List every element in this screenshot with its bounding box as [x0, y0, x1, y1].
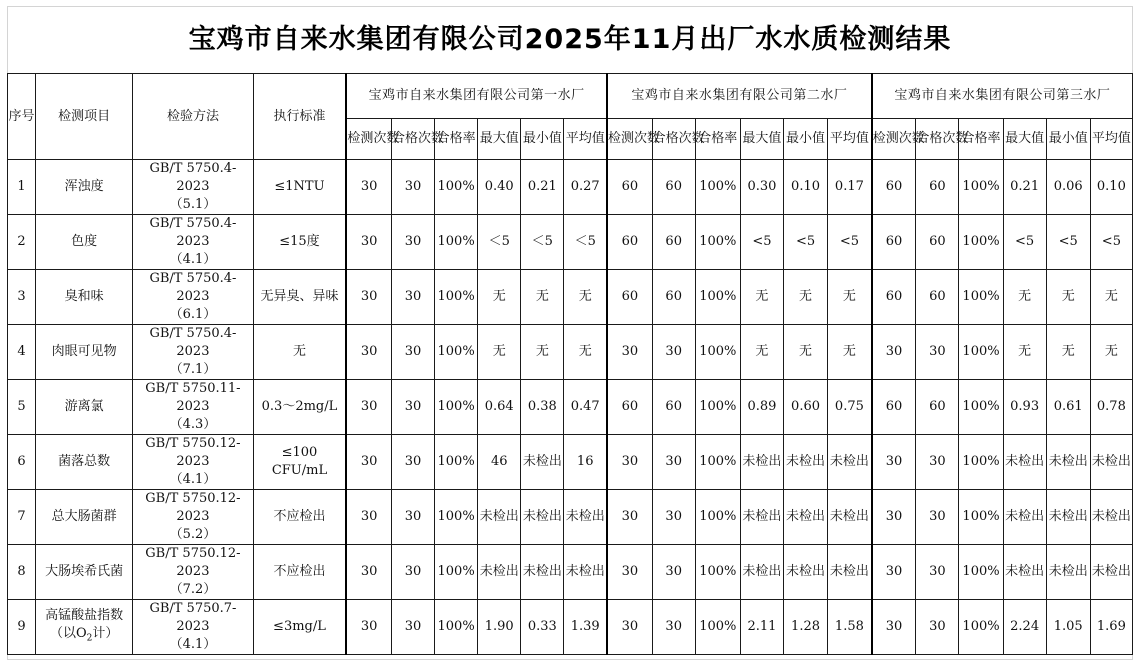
cell-factory-1-min: 0.21 [521, 160, 564, 215]
row-method-code: GB/T 5750.11-2023 [145, 381, 241, 414]
subheader-max-factory-2: 最大值 [740, 119, 783, 160]
subheader-count-factory-3: 检测次数 [872, 119, 916, 160]
cell-factory-1-count: 30 [346, 600, 391, 655]
subheader-count-factory-2: 检测次数 [607, 119, 652, 160]
cell-factory-2-pass-count: 60 [652, 380, 695, 435]
cell-factory-2-min: 无 [783, 270, 827, 325]
cell-factory-2-avg: 1.58 [828, 600, 872, 655]
table-row [8, 435, 1133, 490]
row-item: 游离氯 [36, 380, 133, 435]
subheader-pass-rate-factory-3: 合格率 [959, 119, 1003, 160]
cell-factory-1-pass-rate: 100% [435, 270, 478, 325]
cell-factory-3-pass-rate: 100% [959, 270, 1003, 325]
row-method [133, 380, 253, 435]
row-standard: 不应检出 [253, 490, 346, 545]
row-item: 色度 [36, 215, 133, 270]
subheader-avg-factory-3: 平均值 [1090, 119, 1132, 160]
cell-factory-2-max: <5 [740, 215, 783, 270]
cell-factory-1-count: 30 [346, 270, 391, 325]
row-seq: 9 [8, 600, 36, 655]
cell-factory-3-count: 30 [872, 435, 916, 490]
header-item: 检测项目 [36, 74, 133, 160]
row-standard: ≤3mg/L [253, 600, 346, 655]
row-method [133, 490, 253, 545]
cell-factory-3-max: 未检出 [1003, 490, 1046, 545]
table-row [8, 380, 1133, 435]
row-standard: 无 [253, 325, 346, 380]
cell-factory-2-avg: 未检出 [828, 490, 872, 545]
cell-factory-2-count: 60 [607, 270, 652, 325]
cell-factory-1-count: 30 [346, 325, 391, 380]
cell-factory-1-avg: ＜5 [564, 215, 607, 270]
cell-factory-3-pass-count: 30 [916, 600, 959, 655]
row-method-code: GB/T 5750.4-2023 [149, 161, 237, 194]
row-method-code: GB/T 5750.7-2023 [149, 601, 237, 634]
cell-factory-3-max: 0.93 [1003, 380, 1046, 435]
cell-factory-1-pass-rate: 100% [435, 325, 478, 380]
cell-factory-3-pass-rate: 100% [959, 490, 1003, 545]
cell-factory-2-min: 未检出 [783, 490, 827, 545]
subheader-max-factory-1: 最大值 [478, 119, 521, 160]
row-item-line2-prefix: （以O [49, 625, 87, 641]
cell-factory-3-max: 2.24 [1003, 600, 1046, 655]
cell-factory-3-avg: 0.10 [1090, 160, 1132, 215]
cell-factory-2-count: 60 [607, 380, 652, 435]
cell-factory-1-pass-count: 30 [391, 325, 434, 380]
cell-factory-3-pass-count: 60 [916, 380, 959, 435]
cell-factory-1-pass-count: 30 [391, 270, 434, 325]
cell-factory-1-max: 46 [478, 435, 521, 490]
cell-factory-1-max: ＜5 [478, 215, 521, 270]
cell-factory-1-min: 0.38 [521, 380, 564, 435]
cell-factory-2-pass-rate: 100% [695, 160, 740, 215]
cell-factory-1-max: 无 [478, 325, 521, 380]
cell-factory-3-pass-rate: 100% [959, 215, 1003, 270]
cell-factory-3-max: 未检出 [1003, 545, 1046, 600]
cell-factory-1-min: 0.33 [521, 600, 564, 655]
cell-factory-2-avg: 无 [828, 325, 872, 380]
cell-factory-1-pass-count: 30 [391, 600, 434, 655]
cell-factory-3-count: 30 [872, 325, 916, 380]
cell-factory-3-count: 60 [872, 215, 916, 270]
cell-factory-2-max: 0.30 [740, 160, 783, 215]
cell-factory-1-pass-count: 30 [391, 380, 434, 435]
subheader-avg-factory-1: 平均值 [564, 119, 607, 160]
cell-factory-3-count: 30 [872, 545, 916, 600]
subheader-min-factory-1: 最小值 [521, 119, 564, 160]
cell-factory-1-pass-rate: 100% [435, 160, 478, 215]
cell-factory-2-pass-rate: 100% [695, 600, 740, 655]
cell-factory-3-avg: 0.78 [1090, 380, 1132, 435]
cell-factory-2-pass-count: 30 [652, 435, 695, 490]
row-method-code: GB/T 5750.4-2023 [149, 271, 237, 304]
row-item: 臭和味 [36, 270, 133, 325]
cell-factory-1-count: 30 [346, 435, 391, 490]
subheader-count-factory-1: 检测次数 [346, 119, 391, 160]
cell-factory-1-pass-rate: 100% [435, 490, 478, 545]
row-seq: 2 [8, 215, 36, 270]
cell-factory-3-pass-count: 60 [916, 215, 959, 270]
row-method-clause: （4.3） [169, 417, 217, 432]
table-row [8, 160, 1133, 215]
row-method [133, 270, 253, 325]
header-factory-3: 宝鸡市自来水集团有限公司第三水厂 [872, 74, 1133, 119]
cell-factory-3-min: 未检出 [1046, 435, 1090, 490]
cell-factory-2-pass-count: 60 [652, 160, 695, 215]
cell-factory-1-max: 0.40 [478, 160, 521, 215]
header-seq: 序号 [8, 74, 36, 160]
cell-factory-2-avg: <5 [828, 215, 872, 270]
cell-factory-3-avg: 无 [1090, 270, 1132, 325]
cell-factory-3-max: 0.21 [1003, 160, 1046, 215]
results-table [7, 73, 1133, 655]
row-standard: 不应检出 [253, 545, 346, 600]
cell-factory-3-count: 30 [872, 490, 916, 545]
row-method-clause: （6.1） [169, 307, 217, 322]
cell-factory-1-count: 30 [346, 380, 391, 435]
cell-factory-2-pass-rate: 100% [695, 545, 740, 600]
cell-factory-2-pass-rate: 100% [695, 490, 740, 545]
cell-factory-2-avg: 无 [828, 270, 872, 325]
header-row-1 [8, 74, 1133, 119]
row-method-code: GB/T 5750.12-2023 [145, 546, 241, 579]
cell-factory-2-max: 无 [740, 325, 783, 380]
cell-factory-2-avg: 未检出 [828, 545, 872, 600]
cell-factory-1-pass-rate: 100% [435, 215, 478, 270]
cell-factory-2-pass-rate: 100% [695, 435, 740, 490]
header-factory-2: 宝鸡市自来水集团有限公司第二水厂 [607, 74, 872, 119]
cell-factory-1-min: 无 [521, 325, 564, 380]
cell-factory-2-max: 未检出 [740, 435, 783, 490]
row-method-clause: （7.1） [169, 362, 217, 377]
cell-factory-2-max: 2.11 [740, 600, 783, 655]
cell-factory-3-count: 30 [872, 600, 916, 655]
cell-factory-2-count: 60 [607, 215, 652, 270]
row-method [133, 545, 253, 600]
cell-factory-2-min: 未检出 [783, 545, 827, 600]
cell-factory-3-avg: 1.69 [1090, 600, 1132, 655]
cell-factory-2-pass-rate: 100% [695, 215, 740, 270]
cell-factory-2-avg: 0.75 [828, 380, 872, 435]
row-method [133, 435, 253, 490]
row-item: 菌落总数 [36, 435, 133, 490]
cell-factory-1-avg: 16 [564, 435, 607, 490]
cell-factory-3-avg: 未检出 [1090, 490, 1132, 545]
cell-factory-3-avg: 未检出 [1090, 545, 1132, 600]
cell-factory-1-pass-count: 30 [391, 545, 434, 600]
row-method [133, 600, 253, 655]
cell-factory-3-pass-count: 30 [916, 435, 959, 490]
subheader-min-factory-2: 最小值 [783, 119, 827, 160]
cell-factory-3-count: 60 [872, 380, 916, 435]
cell-factory-1-avg: 无 [564, 270, 607, 325]
cell-factory-2-pass-count: 30 [652, 545, 695, 600]
cell-factory-2-pass-count: 30 [652, 325, 695, 380]
row-standard: ≤100 CFU/mL [253, 435, 346, 490]
cell-factory-3-min: 无 [1046, 270, 1090, 325]
row-method-clause: （4.1） [169, 472, 217, 487]
row-method-clause: （5.1） [169, 197, 217, 212]
cell-factory-2-max: 无 [740, 270, 783, 325]
table-row [8, 490, 1133, 545]
cell-factory-2-pass-rate: 100% [695, 380, 740, 435]
cell-factory-3-pass-count: 30 [916, 490, 959, 545]
cell-factory-1-avg: 未检出 [564, 545, 607, 600]
cell-factory-3-min: 无 [1046, 325, 1090, 380]
row-method-code: GB/T 5750.4-2023 [149, 216, 237, 249]
cell-factory-2-min: <5 [783, 215, 827, 270]
row-seq: 5 [8, 380, 36, 435]
row-method [133, 325, 253, 380]
cell-factory-3-max: 无 [1003, 325, 1046, 380]
row-method [133, 215, 253, 270]
row-seq: 8 [8, 545, 36, 600]
subheader-avg-factory-2: 平均值 [828, 119, 872, 160]
cell-factory-3-min: 1.05 [1046, 600, 1090, 655]
row-method-code: GB/T 5750.4-2023 [149, 326, 237, 359]
cell-factory-1-avg: 1.39 [564, 600, 607, 655]
cell-factory-2-count: 30 [607, 325, 652, 380]
subheader-max-factory-3: 最大值 [1003, 119, 1046, 160]
row-seq: 3 [8, 270, 36, 325]
subheader-pass-count-factory-1: 合格次数 [391, 119, 434, 160]
row-standard: 无异臭、异味 [253, 270, 346, 325]
cell-factory-2-avg: 未检出 [828, 435, 872, 490]
cell-factory-1-max: 未检出 [478, 545, 521, 600]
row-standard: ≤1NTU [253, 160, 346, 215]
cell-factory-2-count: 30 [607, 490, 652, 545]
cell-factory-3-pass-rate: 100% [959, 325, 1003, 380]
row-seq: 7 [8, 490, 36, 545]
cell-factory-3-pass-rate: 100% [959, 160, 1003, 215]
subheader-pass-count-factory-2: 合格次数 [652, 119, 695, 160]
cell-factory-1-pass-rate: 100% [435, 435, 478, 490]
subheader-pass-rate-factory-1: 合格率 [435, 119, 478, 160]
cell-factory-3-min: <5 [1046, 215, 1090, 270]
cell-factory-3-max: 无 [1003, 270, 1046, 325]
cell-factory-1-pass-rate: 100% [435, 600, 478, 655]
row-item: 大肠埃希氏菌 [36, 545, 133, 600]
cell-factory-2-min: 1.28 [783, 600, 827, 655]
row-method-code: GB/T 5750.12-2023 [145, 436, 241, 469]
cell-factory-2-pass-rate: 100% [695, 325, 740, 380]
cell-factory-1-min: 无 [521, 270, 564, 325]
row-item: 浑浊度 [36, 160, 133, 215]
row-item-line2 [36, 625, 132, 648]
subheader-pass-rate-factory-2: 合格率 [695, 119, 740, 160]
header-standard: 执行标准 [253, 74, 346, 160]
row-method-clause: （4.1） [169, 637, 217, 652]
cell-factory-2-pass-count: 30 [652, 490, 695, 545]
row-method-code: GB/T 5750.12-2023 [145, 491, 241, 524]
cell-factory-1-min: 未检出 [521, 490, 564, 545]
cell-factory-3-min: 0.61 [1046, 380, 1090, 435]
cell-factory-1-max: 1.90 [478, 600, 521, 655]
cell-factory-1-pass-rate: 100% [435, 545, 478, 600]
cell-factory-2-min: 未检出 [783, 435, 827, 490]
page-title: 宝鸡市自来水集团有限公司2025年11月出厂水水质检测结果 [188, 24, 952, 55]
cell-factory-1-min: 未检出 [521, 435, 564, 490]
cell-factory-3-count: 60 [872, 270, 916, 325]
cell-factory-2-pass-count: 60 [652, 270, 695, 325]
cell-factory-1-count: 30 [346, 545, 391, 600]
cell-factory-1-pass-count: 30 [391, 490, 434, 545]
table-row [8, 600, 1133, 655]
cell-factory-3-min: 0.06 [1046, 160, 1090, 215]
row-item-line2-subscript: 2 [86, 633, 93, 644]
cell-factory-3-pass-rate: 100% [959, 380, 1003, 435]
cell-factory-1-avg: 0.47 [564, 380, 607, 435]
cell-factory-2-min: 无 [783, 325, 827, 380]
cell-factory-1-min: 未检出 [521, 545, 564, 600]
table-row [8, 270, 1133, 325]
cell-factory-3-max: <5 [1003, 215, 1046, 270]
row-item: 肉眼可见物 [36, 325, 133, 380]
cell-factory-2-pass-rate: 100% [695, 270, 740, 325]
cell-factory-2-min: 0.10 [783, 160, 827, 215]
cell-factory-1-count: 30 [346, 490, 391, 545]
cell-factory-3-pass-count: 30 [916, 325, 959, 380]
row-item [36, 600, 133, 655]
cell-factory-1-avg: 未检出 [564, 490, 607, 545]
cell-factory-2-avg: 0.17 [828, 160, 872, 215]
cell-factory-2-count: 60 [607, 160, 652, 215]
cell-factory-3-count: 60 [872, 160, 916, 215]
cell-factory-2-count: 30 [607, 435, 652, 490]
table-row [8, 215, 1133, 270]
row-standard: ≤15度 [253, 215, 346, 270]
cell-factory-1-count: 30 [346, 215, 391, 270]
cell-factory-2-count: 30 [607, 600, 652, 655]
cell-factory-3-avg: <5 [1090, 215, 1132, 270]
cell-factory-1-pass-rate: 100% [435, 380, 478, 435]
row-seq: 1 [8, 160, 36, 215]
cell-factory-1-pass-count: 30 [391, 435, 434, 490]
row-item-line2-suffix: 计） [92, 625, 119, 641]
cell-factory-1-count: 30 [346, 160, 391, 215]
cell-factory-1-min: ＜5 [521, 215, 564, 270]
cell-factory-3-avg: 无 [1090, 325, 1132, 380]
row-method [133, 160, 253, 215]
cell-factory-1-pass-count: 30 [391, 160, 434, 215]
cell-factory-3-pass-rate: 100% [959, 435, 1003, 490]
cell-factory-3-pass-rate: 100% [959, 545, 1003, 600]
cell-factory-3-avg: 未检出 [1090, 435, 1132, 490]
row-seq: 6 [8, 435, 36, 490]
cell-factory-1-avg: 0.27 [564, 160, 607, 215]
cell-factory-3-pass-count: 60 [916, 270, 959, 325]
cell-factory-3-pass-count: 30 [916, 545, 959, 600]
cell-factory-2-count: 30 [607, 545, 652, 600]
cell-factory-2-pass-count: 30 [652, 600, 695, 655]
cell-factory-2-min: 0.60 [783, 380, 827, 435]
cell-factory-2-max: 未检出 [740, 490, 783, 545]
subheader-min-factory-3: 最小值 [1046, 119, 1090, 160]
cell-factory-3-min: 未检出 [1046, 545, 1090, 600]
cell-factory-3-min: 未检出 [1046, 490, 1090, 545]
cell-factory-3-max: 未检出 [1003, 435, 1046, 490]
row-seq: 4 [8, 325, 36, 380]
cell-factory-2-max: 0.89 [740, 380, 783, 435]
cell-factory-1-pass-count: 30 [391, 215, 434, 270]
row-method-clause: （5.2） [169, 527, 217, 542]
cell-factory-1-avg: 无 [564, 325, 607, 380]
cell-factory-3-pass-count: 60 [916, 160, 959, 215]
cell-factory-1-max: 0.64 [478, 380, 521, 435]
cell-factory-3-pass-rate: 100% [959, 600, 1003, 655]
row-item-line1: 高锰酸盐指数 [45, 607, 124, 623]
header-factory-1: 宝鸡市自来水集团有限公司第一水厂 [346, 74, 607, 119]
table-row [8, 325, 1133, 380]
row-item: 总大肠菌群 [36, 490, 133, 545]
header-method: 检验方法 [133, 74, 253, 160]
cell-factory-1-max: 未检出 [478, 490, 521, 545]
cell-factory-2-pass-count: 60 [652, 215, 695, 270]
cell-factory-1-max: 无 [478, 270, 521, 325]
row-method-clause: （7.2） [169, 582, 217, 597]
row-standard: 0.3～2mg/L [253, 380, 346, 435]
subheader-pass-count-factory-3: 合格次数 [916, 119, 959, 160]
cell-factory-2-max: 未检出 [740, 545, 783, 600]
row-method-clause: （4.1） [169, 252, 217, 267]
table-row [8, 545, 1133, 600]
